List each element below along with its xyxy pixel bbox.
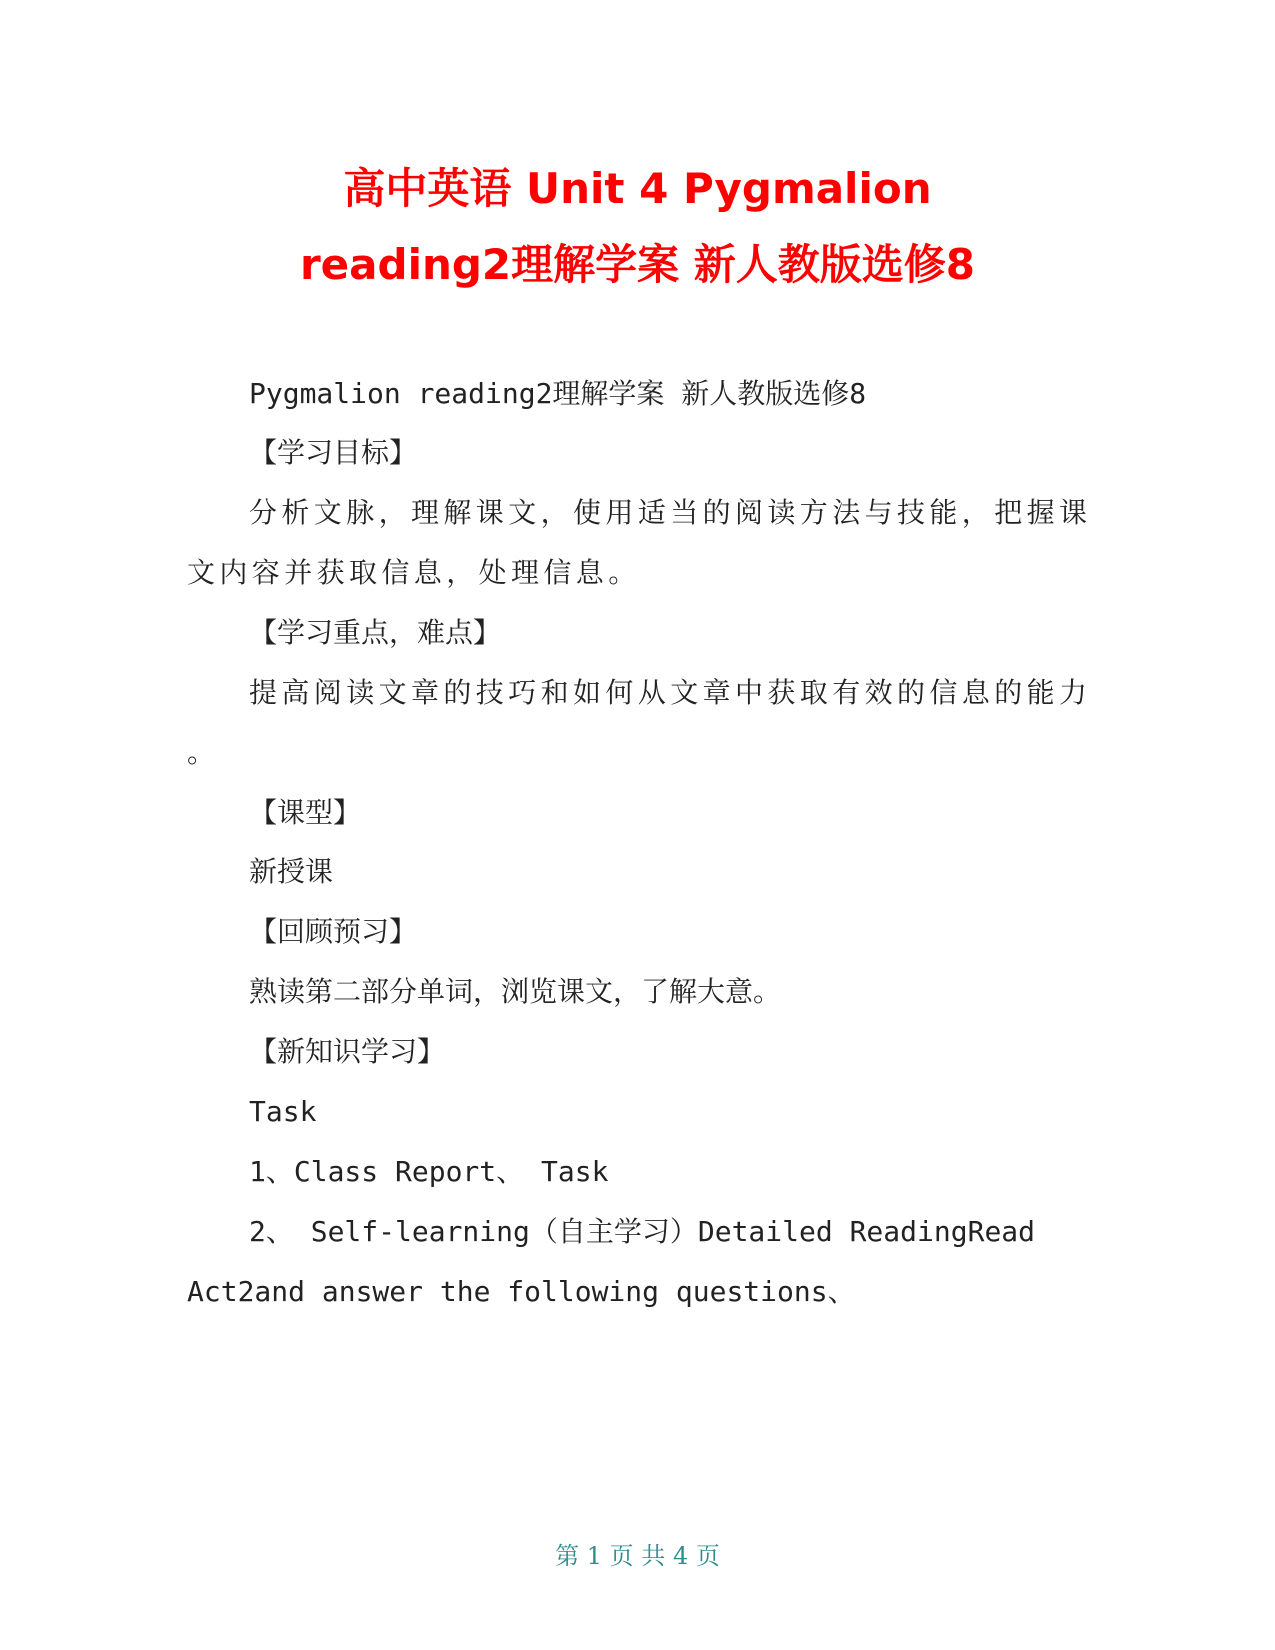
section-heading-review: 【回顾预习】 <box>249 915 418 948</box>
subtitle-line: Pygmalion reading2理解学案 新人教版选修8 <box>249 377 867 410</box>
section-heading-lesson-type: 【课型】 <box>249 796 362 829</box>
key-points-text-line-2: 。 <box>187 736 216 769</box>
review-text: 熟读第二部分单词，浏览课文，了解大意。 <box>249 975 782 1008</box>
objectives-text-line-2: 文内容并获取信息，处理信息。 <box>187 556 641 589</box>
key-points-text-line-1: 提高阅读文章的技巧和如何从文章中获取有效的信息的能力 <box>249 676 1092 709</box>
objectives-text-line-1: 分析文脉，理解课文，使用适当的阅读方法与技能，把握课 <box>249 496 1092 529</box>
section-heading-new-knowledge: 【新知识学习】 <box>249 1035 446 1068</box>
document-title-line-2: reading2理解学案 新人教版选修8 <box>299 240 976 289</box>
document-title-line-1: 高中英语 Unit 4 Pygmalion <box>343 164 932 213</box>
task-item-1: 1、Class Report、 Task <box>249 1155 609 1188</box>
section-heading-key-points: 【学习重点，难点】 <box>249 616 502 649</box>
task-label: Task <box>249 1095 317 1128</box>
task-item-2-line-1: 2、 Self-learning（自主学习）Detailed ReadingRead <box>249 1215 1036 1248</box>
lesson-type-text: 新授课 <box>249 855 334 888</box>
section-heading-objectives: 【学习目标】 <box>249 436 418 469</box>
task-item-2-line-2: Act2and answer the following questions、 <box>187 1275 856 1308</box>
page-footer: 第 1 页 共 4 页 <box>555 1542 720 1570</box>
